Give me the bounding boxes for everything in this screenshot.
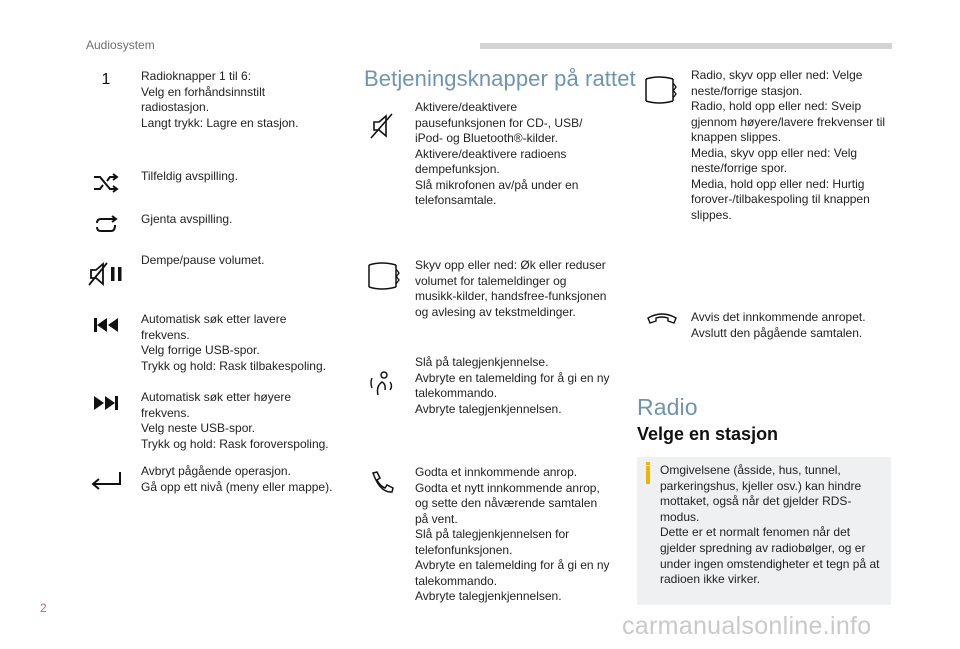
volume-wheel-icon [362, 258, 402, 294]
scroll-wheel-icon [638, 72, 682, 108]
mute-icon [365, 110, 399, 142]
repeat-icon [88, 212, 124, 238]
mute-text: Aktivere/deaktivere pausefunksjonen for CD-, USB/ iPod- og Bluetooth®-kilder. Aktivere/deaktivere radioens dempefunksjon. Slå mikrofonen av/på under en telefonsamtale. [415, 100, 583, 207]
volume-wheel-text: Skyv opp eller ned: Øk eller reduser volumet for talemeldinger og musikk-kilder, handsfree-funksjonen og avlesing av tekstmeldinger. [415, 258, 607, 319]
phone-answer-icon [365, 468, 399, 496]
voice-command-text: Slå på talegjenkjennelse. Avbryte en talemelding for å gi en ny talekommando. Avbryte talegjenkjennelsen. [415, 355, 610, 416]
info-text: Omgivelsene (åsside, hus, tunnel, parkeringshus, kjeller osv.) kan hindre mottaket, også når det gjelder RDS- modus. Dette er et normalt fenomen når det gjelder spredning av radiobølger, og er under ingen omstendigheter et tegn på at radioen ikke virker. [660, 463, 880, 587]
voice-command-icon [365, 368, 399, 400]
phone-answer-text: Godta et innkommende anrop. Godta et nytt innkommende anrop, og sette den nåværende samtalen på vent. Slå på talegjenkjennelsen for telefonfunksjonen. Avbryte en talemelding for å gi en ny talekommando. Avbryte talegjenkjennelsen. [415, 465, 610, 603]
steering-controls-title: Betjeningsknapper på rattet [364, 66, 636, 91]
header-section-label: Audiosystem [86, 38, 155, 52]
previous-track-icon [88, 313, 124, 337]
watermark: carmanualsonline.info [622, 612, 872, 640]
shuffle-icon [88, 169, 124, 197]
back-arrow-text: Avbryt pågående operasjon. Gå opp ett nivå (meny eller mappe). [141, 464, 333, 494]
next-track-text: Automatisk søk etter høyere frekvens. Velg neste USB-spor. Trykk og hold: Rask foroverspoling. [141, 390, 329, 451]
next-track-icon [88, 391, 124, 415]
previous-track-text: Automatisk søk etter lavere frekvens. Velg forrige USB-spor. Trykk og hold: Rask tilbakespoling. [141, 312, 326, 373]
radio-preset-text: Radioknapper 1 til 6: Velg en forhåndsinnstilt radiostasjon. Langt trykk: Lagre en stasjon. [141, 69, 299, 130]
radio-section-title: Radio [637, 394, 698, 420]
mute-pause-icon [86, 260, 126, 288]
phone-hangup-icon [642, 308, 682, 332]
header-divider-bar [480, 43, 892, 49]
radio-preset-digit-icon: 1 [101, 71, 111, 88]
page-number: 2 [40, 601, 47, 615]
phone-hangup-text: Avvis det innkommende anropet. Avslutt den pågående samtalen. [691, 310, 866, 340]
mute-pause-text: Dempe/pause volumet. [141, 253, 265, 267]
shuffle-text: Tilfeldig avspilling. [141, 169, 238, 183]
back-arrow-icon [86, 466, 126, 492]
scroll-wheel-text: Radio, skyv opp eller ned: Velge neste/forrige stasjon. Radio, hold opp eller ned: Sveip gjennom høyere/lavere frekvenser til knappen slippes. Media, skyv opp eller ned: Velg neste/forrige spor. Media, hold opp eller ned: Hurtig forover-/tilbakespoling til knappen slippes. [691, 68, 886, 222]
select-station-title: Velge en stasjon [637, 424, 779, 444]
repeat-text: Gjenta avspilling. [141, 212, 233, 226]
